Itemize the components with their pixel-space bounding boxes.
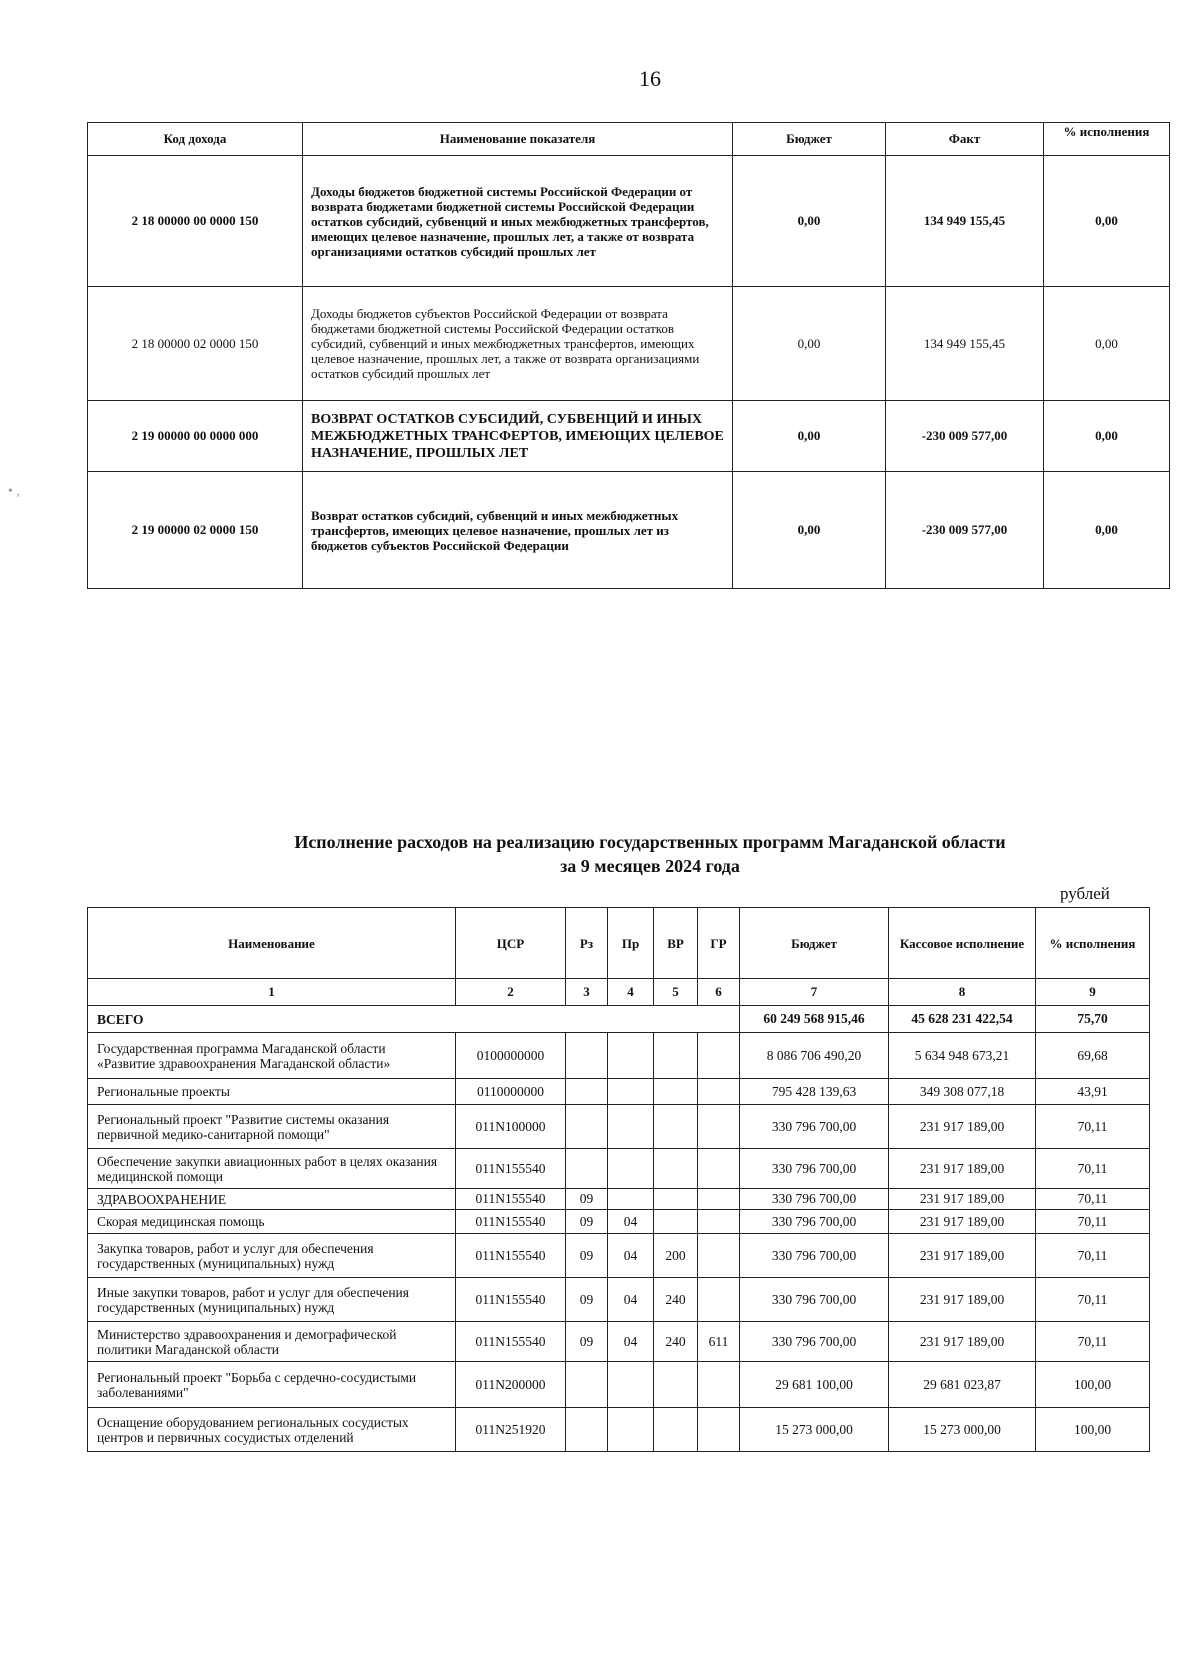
vr-code <box>654 1210 698 1234</box>
total-execution: 45 628 231 422,54 <box>889 1006 1036 1033</box>
column-number: 1 <box>88 979 456 1006</box>
table-row <box>88 1079 1150 1105</box>
column-number: 4 <box>608 979 654 1006</box>
row-name: Закупка товаров, работ и услуг для обеспечения государственных (муниципальных) нужд <box>88 1234 456 1278</box>
csr-code: 011N155540 <box>456 1278 566 1322</box>
header-indicator-name: Наименование показателя <box>303 123 733 156</box>
pr-code <box>608 1408 654 1452</box>
csr-code: 011N200000 <box>456 1362 566 1408</box>
percent-value: 70,11 <box>1036 1149 1150 1189</box>
header-percent: % исполнения <box>1036 908 1150 979</box>
execution-value: 231 917 189,00 <box>889 1322 1036 1362</box>
fact-value: -230 009 577,00 <box>886 472 1044 589</box>
column-numbers-row <box>88 979 1150 1006</box>
total-budget: 60 249 568 915,46 <box>740 1006 889 1033</box>
total-percent: 75,70 <box>1036 1006 1150 1033</box>
percent-value: 100,00 <box>1036 1362 1150 1408</box>
budget-value: 330 796 700,00 <box>740 1234 889 1278</box>
execution-value: 231 917 189,00 <box>889 1149 1036 1189</box>
gr-code <box>698 1362 740 1408</box>
fact-value: -230 009 577,00 <box>886 401 1044 472</box>
percent-value: 43,91 <box>1036 1079 1150 1105</box>
revenue-table <box>87 122 1170 589</box>
row-name: Министерство здравоохранения и демографической политики Магаданской области <box>88 1322 456 1362</box>
percent-value: 70,11 <box>1036 1322 1150 1362</box>
scan-mark: •​ , <box>8 484 20 499</box>
table-row <box>88 1149 1150 1189</box>
header-name: Наименование <box>88 908 456 979</box>
fact-value: 134 949 155,45 <box>886 156 1044 287</box>
fact-value: 134 949 155,45 <box>886 287 1044 401</box>
income-code: 2 18 00000 00 0000 150 <box>88 156 303 287</box>
column-number: 2 <box>456 979 566 1006</box>
header-income-code: Код дохода <box>88 123 303 156</box>
csr-code: 0100000000 <box>456 1033 566 1079</box>
page-number: 16 <box>639 66 661 91</box>
vr-code <box>654 1408 698 1452</box>
budget-value: 330 796 700,00 <box>740 1210 889 1234</box>
gr-code <box>698 1105 740 1149</box>
header-budget: Бюджет <box>740 908 889 979</box>
pr-code: 04 <box>608 1322 654 1362</box>
percent-value: 70,11 <box>1036 1210 1150 1234</box>
csr-code: 011N155540 <box>456 1210 566 1234</box>
percent-value: 0,00 <box>1044 401 1170 472</box>
indicator-name: Доходы бюджетов бюджетной системы Российской Федерации от возврата бюджетами бюджетной системы Российской Федерации остатков субсидий, субвенций и иных межбюджетных трансфертов, имеющих целевое назначение, прошлых лет, а также от возврата организациями остатков субсидий прошлых лет <box>303 156 733 287</box>
column-number: 5 <box>654 979 698 1006</box>
header-csr: ЦСР <box>456 908 566 979</box>
table-row <box>88 1234 1150 1278</box>
table-row <box>88 1278 1150 1322</box>
budget-value: 8 086 706 490,20 <box>740 1033 889 1079</box>
section-title: Исполнение расходов на реализацию государственных программ Магаданской области <box>294 832 1006 852</box>
vr-code: 240 <box>654 1322 698 1362</box>
gr-code <box>698 1079 740 1105</box>
row-name: Региональный проект "Развитие системы оказания первичной медико-санитарной помощи" <box>88 1105 456 1149</box>
execution-value: 231 917 189,00 <box>889 1105 1036 1149</box>
table-row <box>88 1322 1150 1362</box>
gr-code <box>698 1189 740 1210</box>
budget-value: 330 796 700,00 <box>740 1149 889 1189</box>
header-budget: Бюджет <box>733 123 886 156</box>
csr-code: 011N155540 <box>456 1322 566 1362</box>
header-gr: ГР <box>698 908 740 979</box>
header-pr: Пр <box>608 908 654 979</box>
indicator-name: Доходы бюджетов субъектов Российской Федерации от возврата бюджетами бюджетной системы Российской Федерации остатков субсидий, субвенций и иных межбюджетных трансфертов, имеющих целевое назначение, прошлых лет, а также от возврата организациями остатков субсидий прошлых лет <box>303 287 733 401</box>
percent-value: 70,11 <box>1036 1278 1150 1322</box>
execution-value: 231 917 189,00 <box>889 1278 1036 1322</box>
budget-value: 330 796 700,00 <box>740 1105 889 1149</box>
header-percent: % исполнения <box>1044 123 1170 156</box>
rz-code: 09 <box>566 1278 608 1322</box>
budget-value: 15 273 000,00 <box>740 1408 889 1452</box>
budget-value: 0,00 <box>733 287 886 401</box>
percent-value: 70,11 <box>1036 1189 1150 1210</box>
table-row <box>88 1189 1150 1210</box>
program-table-header <box>88 908 1150 979</box>
income-code: 2 19 00000 02 0000 150 <box>88 472 303 589</box>
percent-value: 70,11 <box>1036 1105 1150 1149</box>
row-name: Иные закупки товаров, работ и услуг для обеспечения государственных (муниципальных) нужд <box>88 1278 456 1322</box>
vr-code <box>654 1033 698 1079</box>
row-name: Скорая медицинская помощь <box>88 1210 456 1234</box>
budget-value: 330 796 700,00 <box>740 1189 889 1210</box>
pr-code <box>608 1149 654 1189</box>
table-row <box>88 1033 1150 1079</box>
vr-code <box>654 1189 698 1210</box>
unit-label: рублей <box>1060 884 1110 903</box>
percent-value: 100,00 <box>1036 1408 1150 1452</box>
budget-value: 795 428 139,63 <box>740 1079 889 1105</box>
header-vr: ВР <box>654 908 698 979</box>
vr-code <box>654 1105 698 1149</box>
vr-code: 200 <box>654 1234 698 1278</box>
vr-code: 240 <box>654 1278 698 1322</box>
indicator-name: Возврат остатков субсидий, субвенций и иных межбюджетных трансфертов, имеющих целевое назначение, прошлых лет из бюджетов субъектов Российской Федерации <box>303 472 733 589</box>
table-row <box>88 1210 1150 1234</box>
vr-code <box>654 1079 698 1105</box>
rz-code <box>566 1033 608 1079</box>
execution-value: 231 917 189,00 <box>889 1189 1036 1210</box>
revenue-table-header <box>88 123 1170 156</box>
gr-code: 611 <box>698 1322 740 1362</box>
gr-code <box>698 1210 740 1234</box>
table-row <box>88 472 1170 589</box>
table-row <box>88 1362 1150 1408</box>
income-code: 2 18 00000 02 0000 150 <box>88 287 303 401</box>
vr-code <box>654 1362 698 1408</box>
execution-value: 231 917 189,00 <box>889 1234 1036 1278</box>
pr-code <box>608 1189 654 1210</box>
gr-code <box>698 1278 740 1322</box>
table-row <box>88 1105 1150 1149</box>
row-name: Региональные проекты <box>88 1079 456 1105</box>
gr-code <box>698 1149 740 1189</box>
pr-code: 04 <box>608 1278 654 1322</box>
table-row <box>88 156 1170 287</box>
column-number: 9 <box>1036 979 1150 1006</box>
column-number: 6 <box>698 979 740 1006</box>
table-row <box>88 401 1170 472</box>
rz-code: 09 <box>566 1322 608 1362</box>
header-fact: Факт <box>886 123 1044 156</box>
vr-code <box>654 1149 698 1189</box>
execution-value: 349 308 077,18 <box>889 1079 1036 1105</box>
csr-code: 0110000000 <box>456 1079 566 1105</box>
budget-value: 330 796 700,00 <box>740 1322 889 1362</box>
row-name: Оснащение оборудованием региональных сосудистых центров и первичных сосудистых отделений <box>88 1408 456 1452</box>
total-label: ВСЕГО <box>88 1006 740 1033</box>
csr-code: 011N155540 <box>456 1234 566 1278</box>
rz-code <box>566 1105 608 1149</box>
program-expenses-table <box>87 907 1150 1452</box>
percent-value: 69,68 <box>1036 1033 1150 1079</box>
csr-code: 011N251920 <box>456 1408 566 1452</box>
rz-code <box>566 1079 608 1105</box>
execution-value: 5 634 948 673,21 <box>889 1033 1036 1079</box>
percent-value: 0,00 <box>1044 287 1170 401</box>
budget-value: 0,00 <box>733 156 886 287</box>
gr-code <box>698 1033 740 1079</box>
pr-code: 04 <box>608 1234 654 1278</box>
rz-code <box>566 1408 608 1452</box>
header-cash-execution: Кассовое исполнение <box>889 908 1036 979</box>
percent-value: 70,11 <box>1036 1234 1150 1278</box>
budget-value: 29 681 100,00 <box>740 1362 889 1408</box>
column-number: 7 <box>740 979 889 1006</box>
row-name: ЗДРАВООХРАНЕНИЕ <box>88 1189 456 1210</box>
budget-value: 0,00 <box>733 401 886 472</box>
row-name: Региональный проект "Борьба с сердечно-сосудистыми заболеваниями" <box>88 1362 456 1408</box>
budget-value: 330 796 700,00 <box>740 1278 889 1322</box>
income-code: 2 19 00000 00 0000 000 <box>88 401 303 472</box>
rz-code <box>566 1149 608 1189</box>
rz-code: 09 <box>566 1234 608 1278</box>
total-row <box>88 1006 1150 1033</box>
pr-code <box>608 1079 654 1105</box>
csr-code: 011N155540 <box>456 1189 566 1210</box>
pr-code <box>608 1362 654 1408</box>
rz-code: 09 <box>566 1189 608 1210</box>
pr-code: 04 <box>608 1210 654 1234</box>
pr-code <box>608 1033 654 1079</box>
rz-code: 09 <box>566 1210 608 1234</box>
csr-code: 011N100000 <box>456 1105 566 1149</box>
execution-value: 15 273 000,00 <box>889 1408 1036 1452</box>
gr-code <box>698 1408 740 1452</box>
table-row <box>88 287 1170 401</box>
indicator-name: ВОЗВРАТ ОСТАТКОВ СУБСИДИЙ, СУБВЕНЦИЙ И ИНЫХ МЕЖБЮДЖЕТНЫХ ТРАНСФЕРТОВ, ИМЕЮЩИХ ЦЕЛЕВОЕ НАЗНАЧЕНИЕ, ПРОШЛЫХ ЛЕТ <box>303 401 733 472</box>
gr-code <box>698 1234 740 1278</box>
percent-value: 0,00 <box>1044 472 1170 589</box>
row-name: Государственная программа Магаданской области «Развитие здравоохранения Магаданской области» <box>88 1033 456 1079</box>
row-name: Обеспечение закупки авиационных работ в целях оказания медицинской помощи <box>88 1149 456 1189</box>
header-rz: Рз <box>566 908 608 979</box>
column-number: 8 <box>889 979 1036 1006</box>
percent-value: 0,00 <box>1044 156 1170 287</box>
execution-value: 231 917 189,00 <box>889 1210 1036 1234</box>
csr-code: 011N155540 <box>456 1149 566 1189</box>
section-subtitle: за 9 месяцев 2024 года <box>560 856 740 876</box>
rz-code <box>566 1362 608 1408</box>
budget-value: 0,00 <box>733 472 886 589</box>
table-row <box>88 1408 1150 1452</box>
column-number: 3 <box>566 979 608 1006</box>
pr-code <box>608 1105 654 1149</box>
execution-value: 29 681 023,87 <box>889 1362 1036 1408</box>
